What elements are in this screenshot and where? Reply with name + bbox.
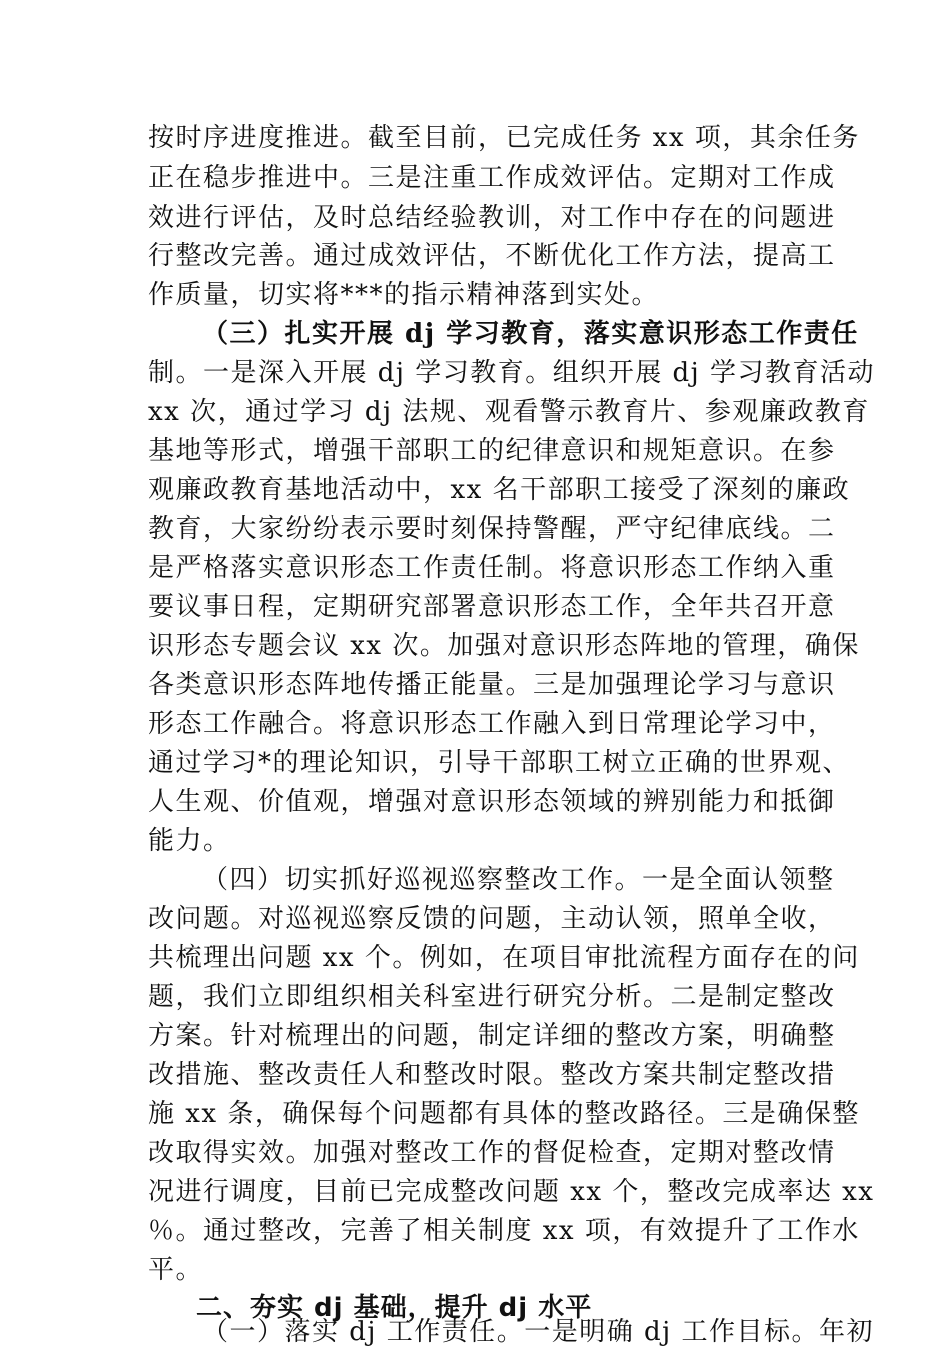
paragraph-line: 制。一是深入开展 dj 学习教育。组织开展 dj 学习教育活动 — [148, 358, 875, 388]
paragraph-line: 施 xx 条，确保每个问题都有具体的整改路径。三是确保整 — [148, 1099, 860, 1129]
paragraph-line: 各类意识形态阵地传播正能量。三是加强理论学习与意识 — [148, 670, 836, 700]
paragraph-line: 基地等形式，增强干部职工的纪律意识和规矩意识。在参 — [148, 436, 836, 466]
paragraph-line: 况进行调度，目前已完成整改问题 xx 个，整改完成率达 xx — [148, 1177, 875, 1207]
paragraph-line: 观廉政教育基地活动中，xx 名干部职工接受了深刻的廉政 — [148, 475, 851, 505]
paragraph-line: 方案。针对梳理出的问题，制定详细的整改方案，明确整 — [148, 1021, 836, 1051]
paragraph-line: 要议事日程，定期研究部署意识形态工作，全年共召开意 — [148, 592, 836, 622]
paragraph-line: 人生观、价值观，增强对意识形态领域的辨别能力和抵御 — [148, 787, 836, 817]
paragraph-line: xx 次，通过学习 dj 法规、观看警示教育片、参观廉政教育 — [148, 397, 870, 427]
paragraph-line: 平。 — [148, 1255, 204, 1285]
section-heading-3: （三）扎实开展 dj 学习教育，落实意识形态工作责任 — [202, 319, 859, 349]
paragraph-line: 按时序进度推进。截至目前，已完成任务 xx 项，其余任务 — [148, 123, 860, 153]
paragraph-line: ％。通过整改，完善了相关制度 xx 项，有效提升了工作水 — [148, 1216, 860, 1246]
paragraph-line: 识形态专题会议 xx 次。加强对意识形态阵地的管理，确保 — [148, 631, 860, 661]
paragraph-line: 改措施、整改责任人和整改时限。整改方案共制定整改措 — [148, 1060, 836, 1090]
paragraph-line: 形态工作融合。将意识形态工作融入到日常理论学习中， — [148, 709, 836, 739]
paragraph-line: 改取得实效。加强对整改工作的督促检查，定期对整改情 — [148, 1138, 836, 1168]
paragraph-line: 通过学习*的理论知识，引导干部职工树立正确的世界观、 — [148, 748, 851, 778]
paragraph-line: 改问题。对巡视巡察反馈的问题，主动认领，照单全收， — [148, 904, 836, 934]
paragraph-line: 行整改完善。通过成效评估，不断优化工作方法，提高工 — [148, 241, 836, 271]
section-heading-4: （四）切实抓好巡视巡察整改工作。一是全面认领整 — [202, 865, 835, 895]
paragraph-line: 共梳理出问题 xx 个。例如，在项目审批流程方面存在的问 — [148, 943, 860, 973]
section-heading-1: （一）落实 dj 工作责任。一是明确 dj 工作目标。年初 — [202, 1317, 874, 1347]
paragraph-line: 正在稳步推进中。三是注重工作成效评估。定期对工作成 — [148, 163, 836, 193]
chapter-heading-2: 二、夯实 dj 基础，提升 dj 水平 — [196, 1293, 593, 1323]
paragraph-line: 能力。 — [148, 826, 231, 856]
paragraph-line: 是严格落实意识形态工作责任制。将意识形态工作纳入重 — [148, 553, 836, 583]
paragraph-line: 作质量，切实将***的指示精神落到实处。 — [148, 280, 660, 310]
paragraph-line: 教育，大家纷纷表示要时刻保持警醒，严守纪律底线。二 — [148, 514, 836, 544]
paragraph-line: 效进行评估，及时总结经验教训，对工作中存在的问题进 — [148, 203, 836, 233]
paragraph-line: 题，我们立即组织相关科室进行研究分析。二是制定整改 — [148, 982, 836, 1012]
